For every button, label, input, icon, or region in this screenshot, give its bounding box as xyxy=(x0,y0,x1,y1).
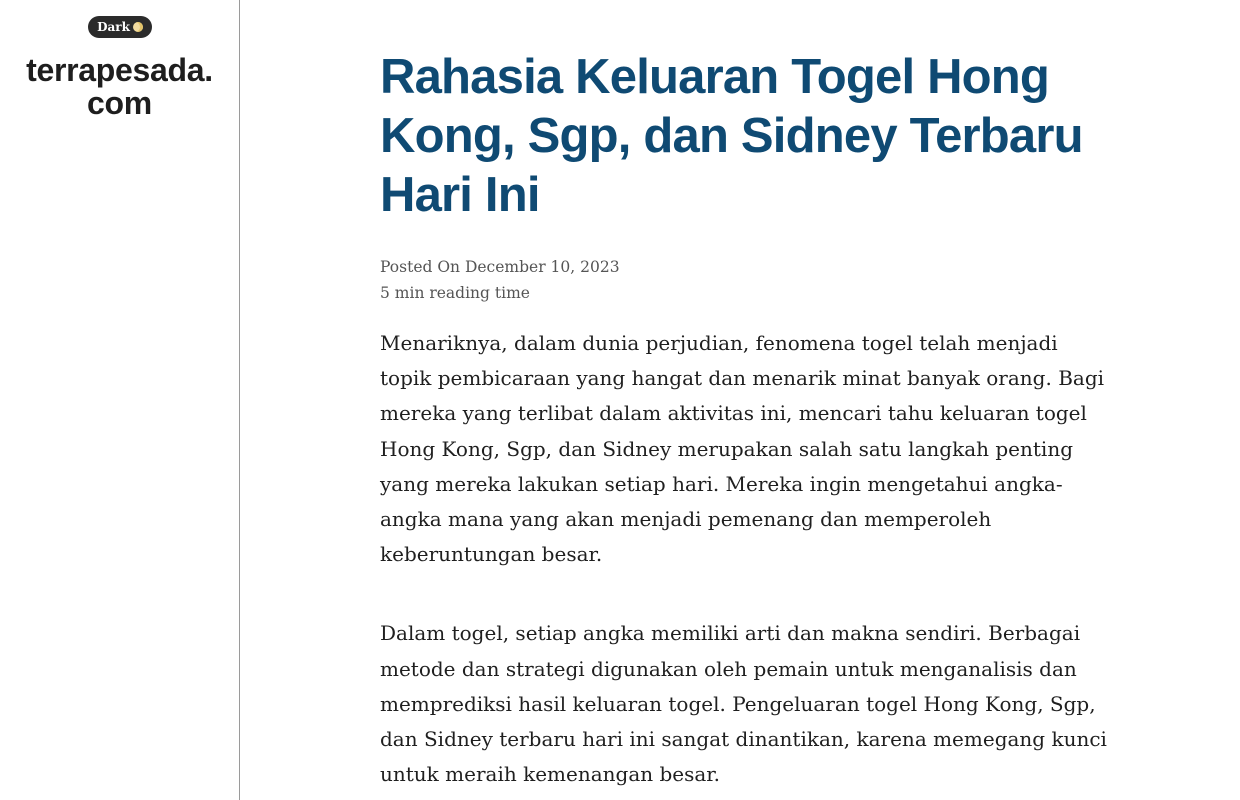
posted-on-date: Posted On December 10, 2023 xyxy=(380,258,620,276)
moon-icon xyxy=(133,22,143,32)
paragraph: Dalam togel, setiap angka memiliki arti dan makna sendiri. Berbagai metode dan strategi digunakan oleh pemain untuk menganalisis dan memprediksi hasil keluaran togel. Pengeluaran togel Hong Kong, Sgp, dan Sidney terbaru hari ini sangat dinantikan, karena memegang kunci untuk meraih kemenangan besar. xyxy=(380,621,1107,787)
paragraph: Menariknya, dalam dunia perjudian, fenomena togel telah menjadi topik pembicaraan yang hangat dan menarik minat banyak orang. Bagi mereka yang terlibat dalam aktivitas ini, mencari tahu keluaran togel Hong Kong, Sgp, dan Sidney merupakan salah satu langkah penting yang mereka lakukan setiap hari. Mereka ingin mengetahui angka-angka mana yang akan menjadi pemenang dan memperoleh keberuntungan besar. xyxy=(380,331,1105,567)
post-content xyxy=(380,326,1110,792)
post-meta xyxy=(380,254,1110,306)
sidebar xyxy=(0,0,240,800)
site-title[interactable] xyxy=(0,54,239,120)
site-title-line1: terrapesada. xyxy=(26,52,213,88)
article xyxy=(380,48,1110,800)
post-title: Rahasia Keluaran Togel Hong Kong, Sgp, dan Sidney Terbaru Hari Ini xyxy=(380,50,1083,222)
dark-mode-label: Dark xyxy=(97,20,130,34)
dark-mode-toggle[interactable] xyxy=(88,16,152,38)
reading-time: 5 min reading time xyxy=(380,284,530,302)
site-title-line2: com xyxy=(87,85,152,121)
